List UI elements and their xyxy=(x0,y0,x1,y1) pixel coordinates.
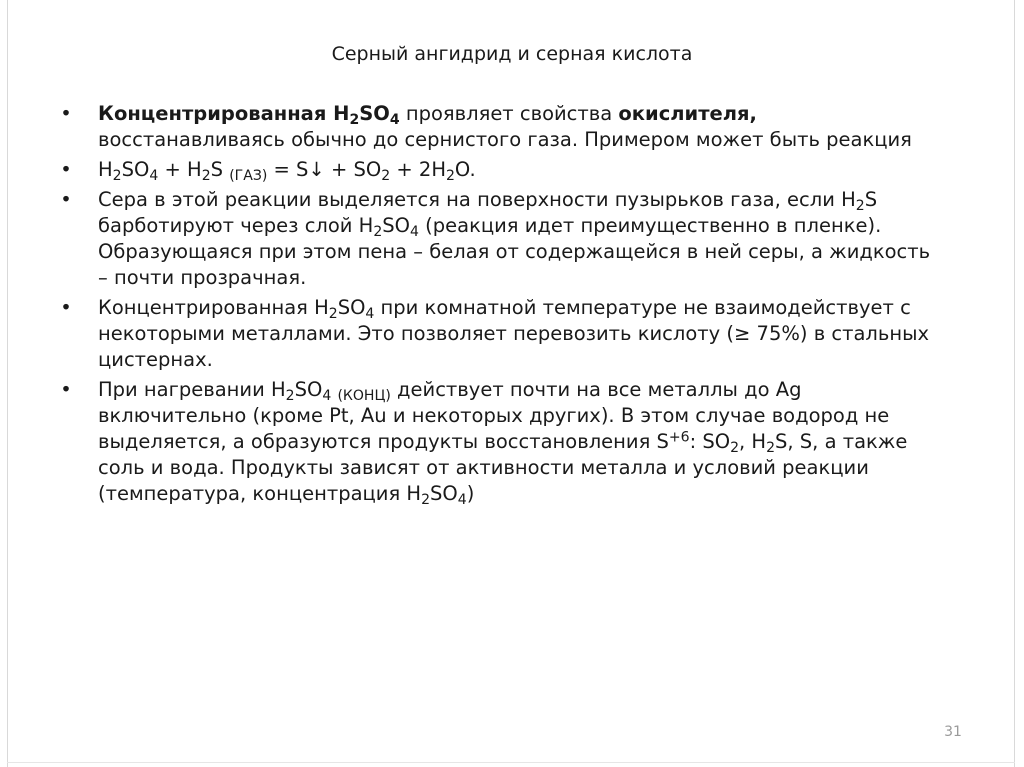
bullet-dot-icon: • xyxy=(60,188,72,211)
slide-title: Серный ангидрид и серная кислота xyxy=(331,43,693,65)
page-number: 31 xyxy=(944,724,962,740)
bullet-item-equation: • $H_2SO_4 + H_2S$ $_{(ГАЗ)}$ = S↓ + $SO_2 + 2H_2O$. xyxy=(60,158,476,184)
bullet-dot-icon: • xyxy=(60,378,72,401)
slide-right-border xyxy=(1014,0,1015,767)
bullet-item-passivation: • Концентрированная $H_2SO_4$ при комнатной температуре не взаимодействует с некоторыми металлами. Это позволяет перевозить кислоту (≥ 75%) в стальных цистернах. xyxy=(60,296,930,371)
bullet-item-heating: • При нагревании $H_2SO_4$ $_{(КОНЦ)}$ действует почти на все металлы до Ag включительно (кроме Pt, Au и некоторых других). В этом случае водород не выделяется, а образуются продукты восстановления $S^{+6}$: $SO_2$, $H_2S$, S, а также соль и вода. Продукты зависят от активности металла и условий реакции (температура, концентрация $H_2SO_4$) xyxy=(60,378,908,508)
slide-bottom-border xyxy=(7,762,1015,763)
bullet-list xyxy=(56,101,936,511)
bullet-dot-icon: • xyxy=(60,102,72,125)
bullet-dot-icon: • xyxy=(60,296,72,319)
slide-left-border xyxy=(7,0,8,767)
bullet-item-sulfur-foam: • Сера в этой реакции выделяется на поверхности пузырьков газа, если $H_2S$ барботируют через слой $H_2SO_4$ (реакция идет преимущественно в пленке). Образующаяся при этом пена – белая от содержащейся в ней серы, а жидкость – почти прозрачная. xyxy=(60,188,931,289)
bullet-dot-icon: • xyxy=(60,158,72,181)
bullet-item-oxidizer: • Концентрированная $H_2SO_4$ проявляет свойства окислителя, восстанавливаясь обычно до сернистого газа. Примером может быть реакция xyxy=(60,102,912,151)
